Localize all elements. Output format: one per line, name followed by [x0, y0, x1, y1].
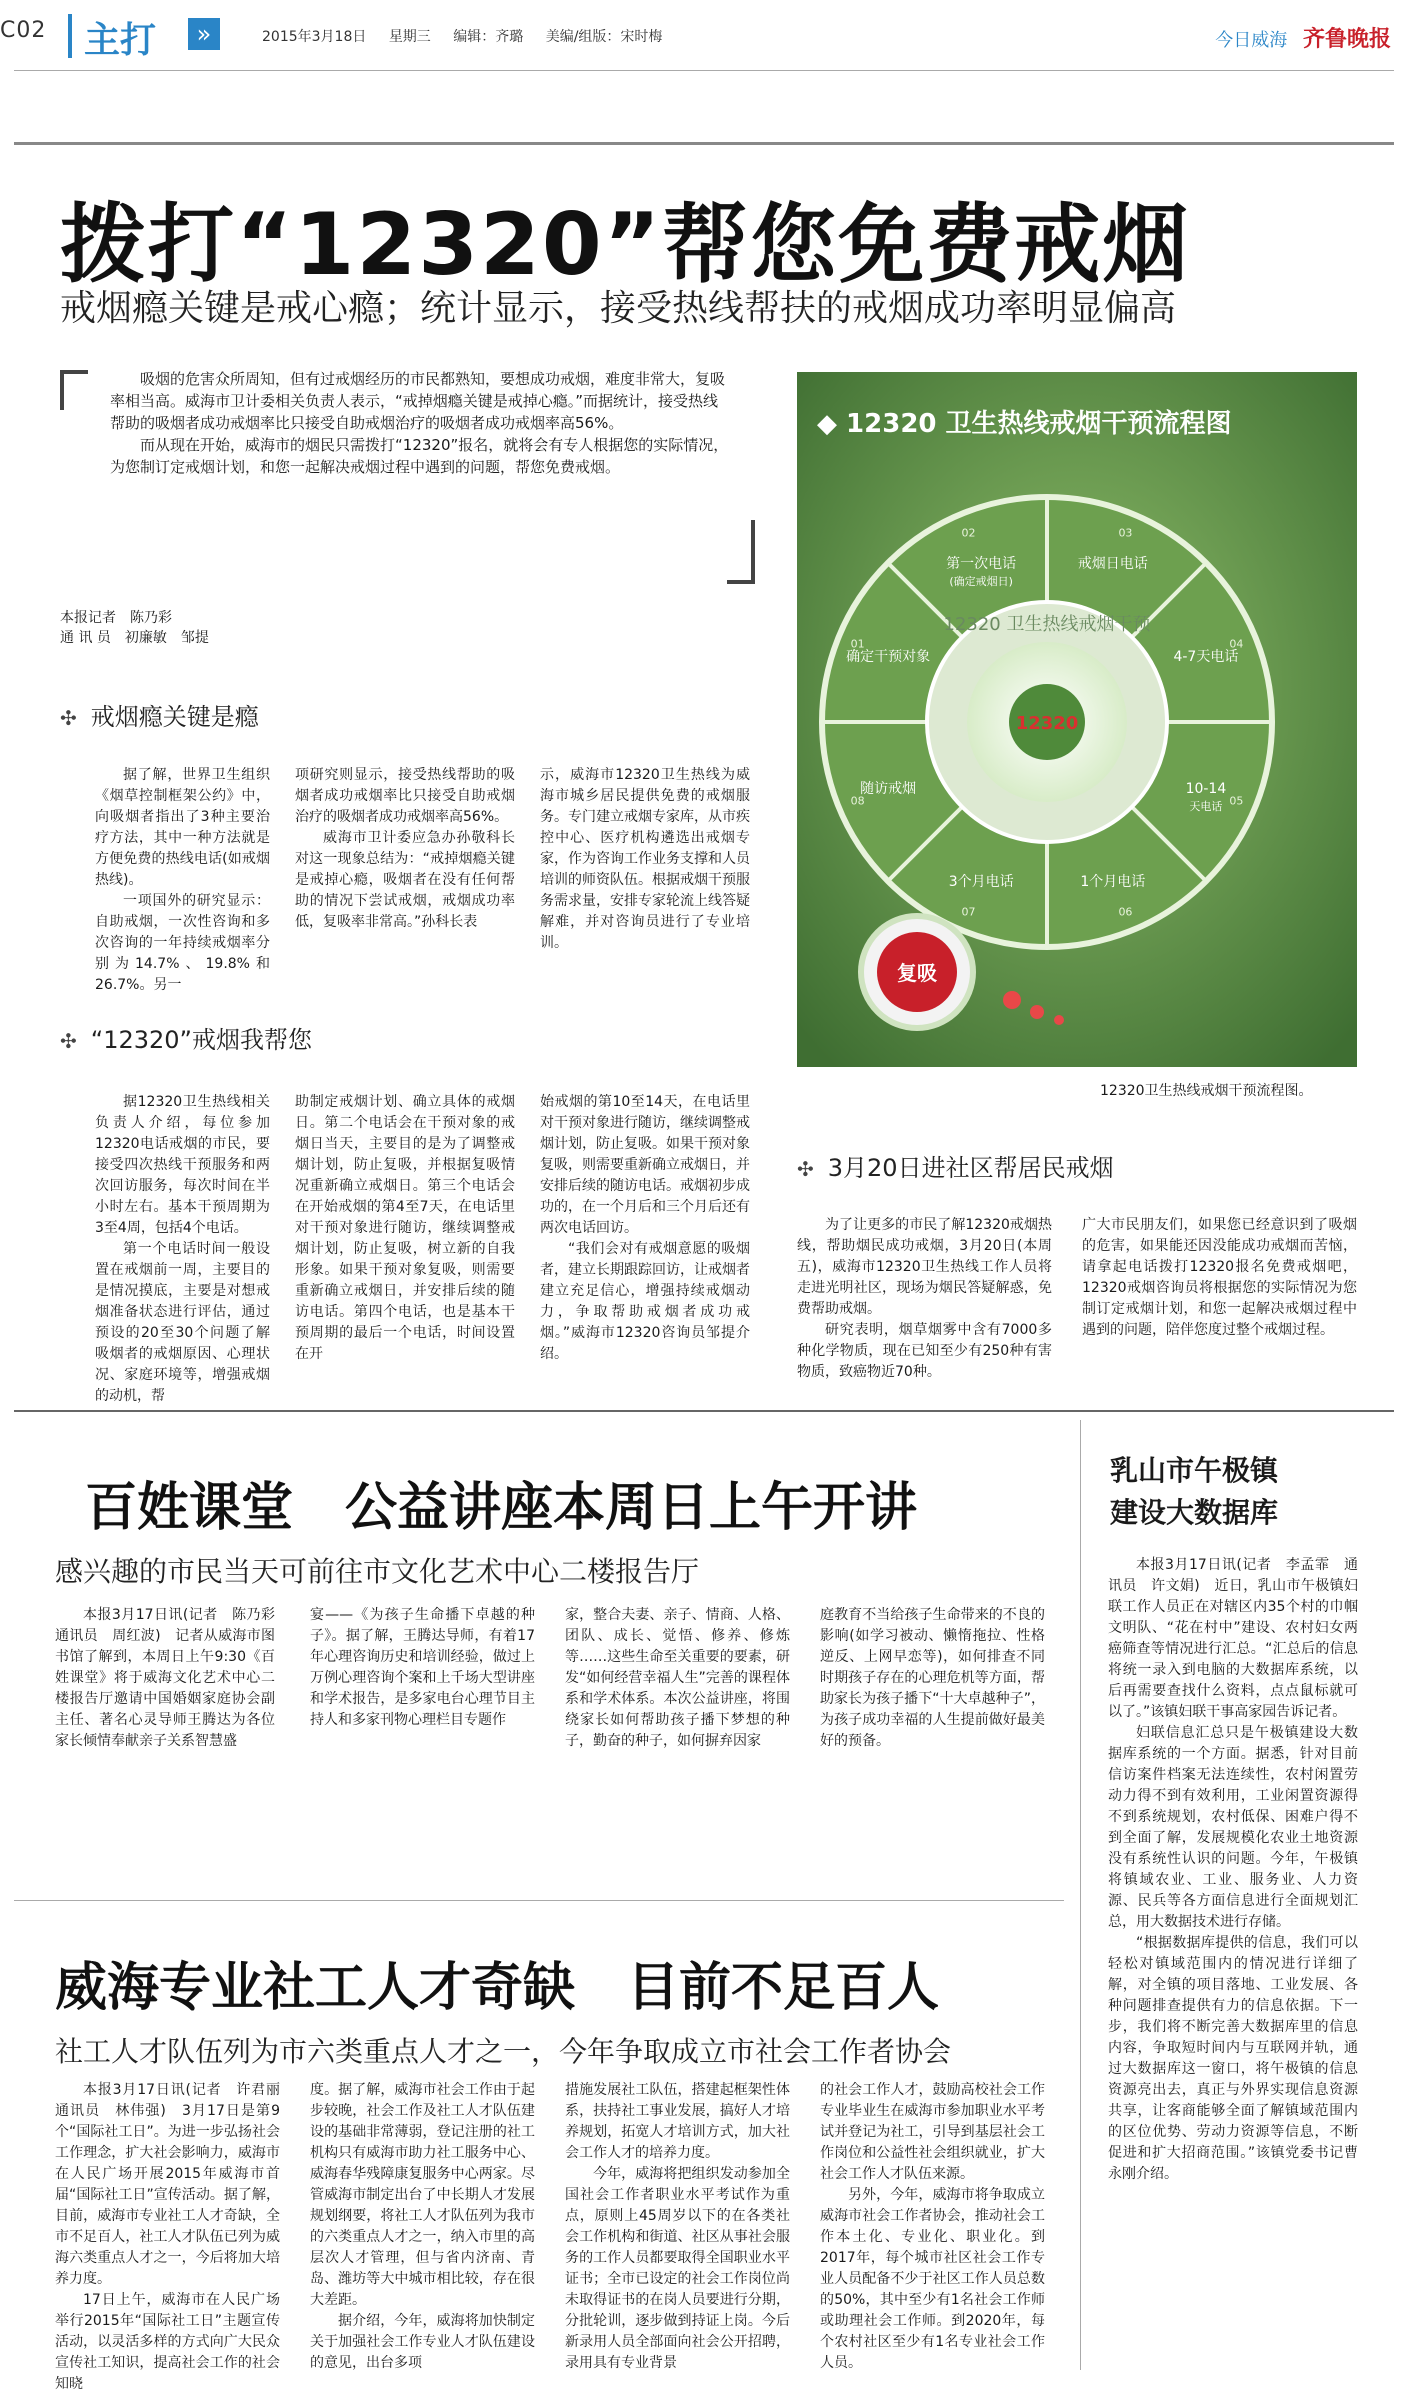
headline-rule: [14, 142, 1394, 145]
flow-step-label: 1个月电话: [1080, 873, 1146, 890]
issue-weekday: 星期三: [388, 29, 431, 45]
flow-step-label: 戒烟日电话: [1077, 556, 1148, 573]
flow-step-number: 03: [1118, 526, 1133, 540]
issue-meta: [262, 26, 680, 46]
section-heading: [60, 697, 259, 732]
article-column: [565, 1605, 790, 1752]
relapse-dot: [1030, 1005, 1044, 1019]
article-column: [820, 2080, 1045, 2374]
flow-step-number: 07: [961, 905, 976, 919]
section-heading: [797, 1148, 1114, 1183]
flow-step-label: 随访戒烟: [860, 780, 917, 797]
article-column: [820, 1605, 1045, 1752]
section-name: 主打: [84, 20, 157, 61]
sidebar-title: [1110, 1450, 1278, 1534]
story-divider: [14, 1410, 1394, 1412]
flow-step-label: 第一次电话: [946, 556, 1017, 573]
article-paragraph: 宴——《为孩子生命播下卓越的种子》。据了解，王腾达导师，有着17年心理咨询历史和培训经验，做过上万例心理咨询个案和上千场大型讲座和学术报告，是多家电台心理节目主持人和多家刊物心理栏目专题作: [310, 1607, 535, 1728]
editor-credit: 编辑：齐璐: [453, 29, 524, 45]
section-label: [68, 6, 236, 62]
double-arrow-icon: »: [188, 18, 220, 50]
article-column: [55, 2080, 294, 2395]
edition-name: 今日威海: [1215, 30, 1288, 51]
sidebar-title-line: 建设大数据库: [1110, 1496, 1279, 1529]
article-paragraph: “我们会对有戒烟意愿的吸烟者，建立长期跟踪回访，让戒烟者建立充足信心，增强持续戒烟动力，争取帮助戒烟者成功戒烟。”威海市12320咨询员邹提介绍。: [540, 1241, 750, 1362]
flowchart-svg: [797, 372, 1357, 1067]
article-paragraph: 今年，威海将把组织发动参加全国社会工作者职业水平考试作为重点，原则上45周岁以下的在各类社会工作机构和街道、社区从事社会服务的工作人员都要取得全国职业水平证书；全市已设定的社会工作岗位尚未取得证书的在岗人员要进行分期，分批轮训，逐步做到持证上岗。今后新录用人员全部面向社会公开招聘，录用具有专业背景: [565, 2166, 790, 2371]
flow-step-sublabel: (确定戒烟日): [949, 575, 1013, 589]
article-column: [95, 765, 270, 996]
article-paragraph: 本报3月17日讯(记者 陈乃彩 通讯员 周红波) 记者从威海市图书馆了解到，本周日上午9:30《百姓课堂》将于威海文化艺术中心二楼报告厅邀请中国婚姻家庭协会副主任、著名心灵导师王腾达为各位家长倾情奉献亲子关系智慧盛: [55, 1607, 289, 1749]
article-paragraph: 家，整合夫妻、亲子、情商、人格、团队、成长、觉悟、修养、修炼等……这些生命至关重要的要素，研发“如何经营幸福人生”完善的课程体系和学术体系。本次公益讲座，将围绕家长如何帮助孩子播下梦想的种子，勤奋的种子，如何摒弃因家: [565, 1607, 790, 1749]
article-paragraph: 本报3月17日讯(记者 李孟霏 通讯员 许文娟) 近日，乳山市午极镇妇联工作人员正在对辖区内35个村的巾帼文明队、“花在村中”建设、农村妇女两癌筛查等情况进行汇总。“汇总后的信息将统一录入到电脑的大数据库系统，以后再需要查找什么资料，点点鼠标就可以了。”该镇妇联干事高家园告诉记者。: [1108, 1557, 1358, 1720]
article-paragraph: 妇联信息汇总只是午极镇建设大数据库系统的一个方面。据悉，针对目前信访案件档案无法连续性，农村闲置劳动力得不到有效利用，工业闲置资源得不到系统规划，农村低保、困难户得不到全面了解，发展规模化农业土地资源没有系统性认识的问题。今年，午极镇将镇域农业、工业、服务业、人力资源、民兵等各方面信息进行全面规划汇总，用大数据技术进行存储。: [1108, 1725, 1358, 1930]
article-column: [565, 2080, 790, 2374]
article-column: [1082, 1215, 1357, 1341]
sidebar-divider: [1080, 1420, 1081, 2370]
flow-step-number: 01: [850, 637, 865, 651]
flow-step-number: 06: [1118, 905, 1133, 919]
article-paragraph: 示，威海市12320卫生热线为威海市城乡居民提供免费的戒烟服务。专门建立戒烟专家库，从市疾控中心、医疗机构遴选出戒烟专家，作为咨询工作业务支撑和人员培训的师资队伍。根据戒烟干预服务需求量，安排专家轮流上线答疑解难，并对咨询员进行了专业培训。: [540, 767, 750, 951]
article-column: [540, 765, 750, 954]
sidebar-column: [1108, 1555, 1358, 2185]
lede-paragraph: 吸烟的危害众所周知，但有过戒烟经历的市民都熟知，要想成功戒烟，难度非常大，复吸率相当高。威海市卫计委相关负责人表示，“戒掉烟瘾关键是戒掉心瘾。”而据统计，接受热线帮助的吸烟者成功戒烟率比只接受自助戒烟治疗的吸烟者成功戒烟率高56%。: [110, 370, 726, 432]
article-paragraph: 广大市民朋友们，如果您已经意识到了吸烟的危害，如果能还因没能成功戒烟而苦恼，请拿起电话拨打12320报名免费戒烟吧，12320戒烟咨询员将根据您的实际情况为您制订定戒烟计划，和您一起解决戒烟过程中遇到的问题，陪伴您度过整个戒烟过程。: [1082, 1217, 1357, 1338]
diamond-icon: ✣: [60, 706, 77, 730]
article-paragraph: 度。据了解，威海市社会工作由于起步较晚，社会工作及社工人才队伍建设的基础非常薄弱，登记注册的社工机构只有威海市助力社工服务中心、威海春华残障康复服务中心两家。尽管威海市制定出台了中长期人才发展规划纲要，将社工人才队伍列为我市的六类重点人才之一，纳入市里的高层次人才管理，但与省内济南、青岛、潍坊等大中城市相比较，存在很大差距。: [310, 2082, 535, 2308]
byline: [60, 608, 209, 648]
lede: [60, 368, 750, 578]
relapse-dot: [1054, 1015, 1064, 1025]
article-column: [310, 1605, 535, 1731]
diamond-icon: ✣: [60, 1029, 77, 1053]
article-paragraph: 本报3月17日讯(记者 许君丽 通讯员 林伟强) 3月17日是第9个“国际社工日”。为进一步弘扬社会工作理念，扩大社会影响力，威海市在人民广场开展2015年威海市首届“国际社工日”宣传活动。据了解，目前，威海市专业社工人才奇缺，全市不足百人，社工人才队伍已列为威海六类重点人才之一，今后将加大培养力度。: [55, 2082, 294, 2287]
section-heading-text: 戒烟瘾关键是瘾: [90, 703, 259, 731]
article-column: [540, 1092, 750, 1365]
article-paragraph: 措施发展社工队伍，搭建起框架性体系，扶持社工事业发展，搞好人才培养规划，拓宽人才培训方式，加大社会工作人才的培养力度。: [565, 2082, 790, 2161]
story-subhead: 感兴趣的市民当天可前往市文化艺术中心二楼报告厅: [55, 1555, 700, 1588]
sidebar-title-line: 乳山市午极镇: [1110, 1454, 1279, 1487]
section-bar: [68, 14, 72, 58]
brand: [1215, 22, 1391, 53]
article-column: [797, 1215, 1052, 1383]
article-paragraph: 为了让更多的市民了解12320戒烟热线，帮助烟民成功戒烟，3月20日(本周五)，威海市12320卫生热线工作人员将走进光明社区，现场为烟民答疑解惑，免费帮助戒烟。: [797, 1217, 1052, 1317]
flow-step-label: 3个月电话: [948, 873, 1014, 890]
flow-step-label: 4-7天电话: [1173, 649, 1239, 666]
relapse-label: 复吸: [897, 961, 937, 985]
flow-step-number: 08: [850, 794, 865, 808]
flow-step-number: 05: [1229, 794, 1244, 808]
article-paragraph: 一项国外的研究显示：自助戒烟，一次性咨询和多次咨询的一年持续戒烟率分别为14.7%、19.8%和26.7%。另一: [95, 893, 270, 993]
section-heading-text: 3月20日进社区帮居民戒烟: [827, 1154, 1114, 1182]
article-paragraph: 据了解，世界卫生组织《烟草控制框架公约》中，向吸烟者指出了3种主要治疗方法，其中一种方法就是方便免费的热线电话(如戒烟热线)。: [95, 767, 270, 888]
main-subhead: 戒烟瘾关键是戒心瘾；统计显示，接受热线帮扶的戒烟成功率明显偏高: [60, 288, 1177, 329]
article-paragraph: 的社会工作人才，鼓励高校社会工作专业毕业生在威海市参加职业水平考试并登记为社工，引导到基层社会工作岗位和公益性社会组织就业，扩大社会工作人才队伍来源。: [820, 2082, 1045, 2182]
story-headline: 百姓课堂 公益讲座本周日上午开讲: [85, 1478, 918, 1538]
article-column: [55, 1605, 289, 1752]
article-column: [95, 1092, 270, 1407]
paper-logo: 齐鲁晚报: [1302, 26, 1391, 52]
section-heading: [60, 1020, 312, 1055]
flow-step-number: 04: [1229, 637, 1244, 651]
article-paragraph: “根据数据库提供的信息，我们可以轻松对镇域范围内的情况进行详细了解，对全镇的项目落地、工业发展、各种问题排查提供有力的信息依据。下一步，我们将不断完善大数据库里的信息内容，争取短时间内与互联网并轨，通过大数据库这一窗口，将午极镇的信息资源亮出去，真正与外界实现信息资源共享，让客商能够全面了解镇域范围内的区位优势、劳动力资源等信息，不断促进和扩大招商范围。”该镇党委书记曹永刚介绍。: [1108, 1935, 1358, 2182]
flowchart-figure: [797, 372, 1357, 1067]
flow-step-label: 确定干预对象: [846, 649, 931, 666]
section-heading-text: “12320”戒烟我帮您: [90, 1026, 312, 1054]
article-paragraph: 威海市卫计委应急办孙敬科长对这一现象总结为：“戒掉烟瘾关键是戒掉心瘾，吸烟者在没有任何帮助的情况下尝试戒烟，戒烟成功率低，复吸率非常高。”孙科长表: [295, 830, 515, 930]
article-column: [295, 1092, 515, 1365]
byline-correspondent: 通 讯 员 初廉敏 邹提: [60, 630, 209, 646]
story-subhead: 社工人才队伍列为市六类重点人才之一，今年争取成立市社会工作者协会: [55, 2035, 952, 2068]
diamond-icon: ✣: [797, 1157, 814, 1181]
figure-caption: 12320卫生热线戒烟干预流程图。: [1100, 1083, 1313, 1099]
article-paragraph: 17日上午，威海市在人民广场举行2015年“国际社工日”主题宣传活动，以灵活多样的方式向广大民众宣传社工知识，提高社会工作的社会知晓: [55, 2292, 280, 2392]
designer-credit: 美编/组版：宋时梅: [545, 29, 663, 45]
ring-label: 12320 卫生热线戒烟干预: [943, 614, 1151, 635]
article-paragraph: 庭教育不当给孩子生命带来的不良的影响(如学习被动、懒惰拖拉、性格逆反、上网早恋等)，如何排查不同时期孩子存在的心理危机等方面，帮助家长为孩子播下“十大卓越种子”，为孩子成功幸福的人生提前做好最美好的预备。: [820, 1607, 1045, 1749]
relapse-dot: [1003, 991, 1021, 1009]
lede-paragraph: 而从现在开始，威海市的烟民只需拨打“12320”报名，就将会有专人根据您的实际情况，为您制订定戒烟计划，和您一起解决戒烟过程中遇到的问题，帮您免费戒烟。: [110, 436, 729, 476]
flow-step-label: 10-14: [1185, 780, 1227, 797]
article-paragraph: 据介绍，今年，威海将加快制定关于加强社会工作专业人才队伍建设的意见，出台多项: [310, 2313, 535, 2371]
issue-date: 2015年3月18日: [262, 29, 367, 45]
flow-step-number: 02: [961, 526, 976, 540]
flowchart-title: ◆ 12320 卫生热线戒烟干预流程图: [817, 409, 1232, 439]
story-headline: 威海专业社工人才奇缺 目前不足百人: [55, 1958, 940, 2018]
article-paragraph: 另外，今年，威海市将争取成立威海市社会工作者协会，推动社会工作本土化、专业化、职业化。到2017年，每个城市社区社会工作专业人员配备不少于社区工作人员总数的50%，其中至少有1名社会工作师或助理社会工作师。到2020年，每个农村社区至少有1名专业社会工作人员。: [820, 2187, 1045, 2371]
page-number: C02: [0, 18, 47, 43]
article-column: [310, 2080, 535, 2374]
header-rule: [14, 70, 1394, 71]
article-paragraph: 始戒烟的第10至14天，在电话里对干预对象进行随访，继续调整戒烟计划，防止复吸。如果干预对象复吸，则需要重新确立戒烟日，并安排后续的随访电话。戒烟初步成功的，在一个月后和三个月后还有两次电话回访。: [540, 1094, 750, 1236]
main-headline: 拨打“12320”帮您免费戒烟: [60, 195, 1191, 295]
article-column: [295, 765, 515, 933]
article-paragraph: 项研究则显示，接受热线帮助的吸烟者成功戒烟率比只接受自助戒烟治疗的吸烟者成功戒烟率高56%。: [295, 767, 515, 825]
article-paragraph: 据12320卫生热线相关负责人介绍，每位参加12320电话戒烟的市民，要接受四次热线干预服务和两次回访服务，每次时间在半小时左右。基本干预周期为3至4周，包括4个电话。: [95, 1094, 270, 1236]
article-paragraph: 第一个电话时间一般设置在戒烟前一周，主要目的是情况摸底，主要是对想戒烟准备状态进行评估，通过预设的20至30个问题了解吸烟者的戒烟原因、心理状况、家庭环境等，增强戒烟的动机，帮: [95, 1241, 270, 1404]
flow-step-sublabel: 天电话: [1189, 799, 1223, 813]
byline-reporter: 本报记者 陈乃彩: [60, 610, 172, 626]
story-divider: [14, 1900, 1064, 1901]
flowchart-center: 12320: [1015, 713, 1079, 734]
article-paragraph: 研究表明，烟草烟雾中含有7000多种化学物质，现在已知至少有250种有害物质，致癌物近70种。: [797, 1322, 1052, 1380]
article-paragraph: 助制定戒烟计划、确立具体的戒烟日。第二个电话会在干预对象的戒烟日当天，主要目的是为了调整戒烟计划，防止复吸，并根据复吸情况重新确立戒烟日。第三个电话会在开始戒烟的第4至7天，在电话里对干预对象进行随访，继续调整戒烟计划，防止复吸，树立新的自我形象。如果干预对象复吸，则需要重新确立戒烟日，并安排后续的随访电话。第四个电话，也是基本干预周期的最后一个电话，时间设置在开: [295, 1094, 515, 1362]
